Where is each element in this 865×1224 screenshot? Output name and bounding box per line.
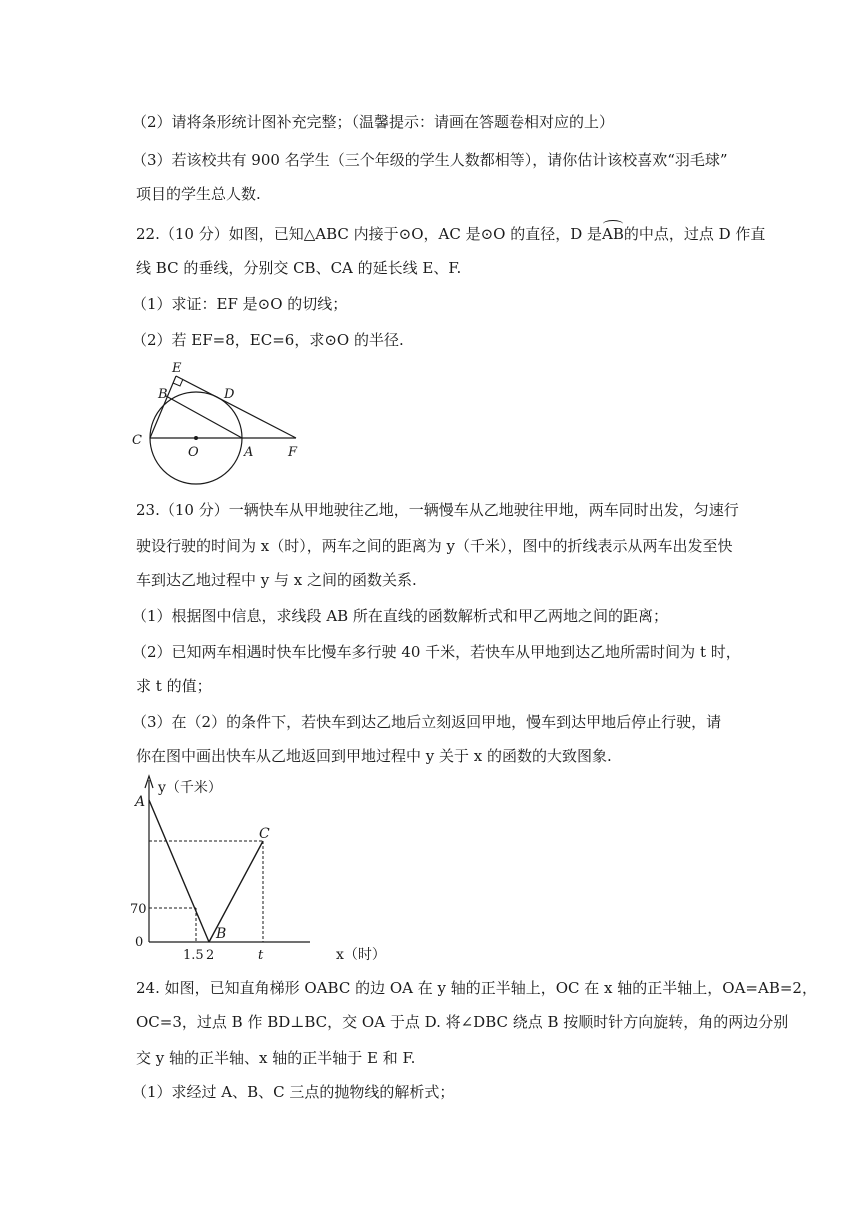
label-e: E [172,361,182,376]
origin-label: 0 [135,935,144,950]
point-a-label: A [135,794,146,810]
q22-geometry-figure [126,358,316,490]
q23-part2-line2: 求 t 的值； [136,677,212,695]
q21-part3-line2: 项目的学生总人数. [136,185,261,203]
q23-part3-line1: （3）在（2）的条件下，若快车到达乙地后立刻返回甲地，慢车到达甲地后停止行驶，请 [132,713,722,731]
q23-part2-line1: （2）已知两车相遇时快车比慢车多行驶 40 千米，若快车从甲地到达乙地所需时间为 t 时， [132,643,741,661]
segment-ab [149,800,209,942]
point-c-label: C [259,826,270,842]
q23-part3-line2: 你在图中画出快车从乙地返回到甲地过程中 y 关于 x 的函数的大致图象. [136,747,612,765]
q23-line3: 车到达乙地过程中 y 与 x 之间的函数关系. [136,571,417,589]
q22-line1-a: 22.（10 分）如图，已知△ABC 内接于⊙O，AC 是⊙O 的直径，D 是 [136,225,602,243]
y-axis-label: y（千米） [158,780,222,796]
label-o: O [188,445,199,460]
q23-distance-time-graph [126,770,396,970]
q21-part2: （2）请将条形统计图补充完整；（温馨提示：请画在答题卷相对应的上） [132,113,615,131]
q22-line1-b: 的中点，过点 D 作直 [623,225,766,243]
q24-part1: （1）求经过 A、B、C 三点的抛物线的解析式； [132,1083,455,1101]
y-tick-70: 70 [130,902,147,917]
q23-line2: 驶设行驶的时间为 x（时），两车之间的距离为 y（千米），图中的折线表示从两车出发至快 [136,537,733,555]
q22-part2: （2）若 EF=8，EC=6，求⊙O 的半径. [132,331,404,349]
center-dot-o [194,436,198,440]
label-d: D [224,387,235,402]
q24-line2: OC=3，过点 B 作 BD⊥BC，交 OA 于点 D. 将∠DBC 绕点 B 按顺时针方向旋转，角的两边分别 [136,1013,789,1031]
q23-line1: 23.（10 分）一辆快车从甲地驶往乙地，一辆慢车从乙地驶往甲地，两车同时出发，匀速行 [136,501,739,519]
point-b-label: B [216,926,227,942]
label-f: F [288,445,298,460]
q21-part3-line1: （3）若该校共有 900 名学生（三个年级的学生人数都相等），请你估计该校喜欢“羽毛球” [132,151,728,169]
q23-part1: （1）根据图中信息，求线段 AB 所在直线的函数解析式和甲乙两地之间的距离； [132,607,668,625]
q22-line1 [136,224,765,244]
q22-line2: 线 BC 的垂线，分别交 CB、CA 的延长线 E、F. [136,259,462,277]
q22-part1: （1）求证：EF 是⊙O 的切线； [132,295,348,313]
label-b: B [158,387,168,402]
x-axis-label: x（时） [336,947,386,963]
arc-ab-symbol: AB [602,225,624,243]
label-c: C [132,433,142,448]
label-a: A [244,445,254,460]
line-ef [176,376,296,438]
x-tick-1-5: 1.5 [183,948,204,963]
line-ba [166,396,242,438]
line-ce [150,376,176,438]
q24-line3: 交 y 轴的正半轴、x 轴的正半轴于 E 和 F. [136,1049,416,1067]
q24-line1: 24. 如图，已知直角梯形 OABC 的边 OA 在 y 轴的正半轴上，OC 在 x 轴的正半轴上，OA=AB=2， [136,979,817,997]
x-tick-t: t [258,948,264,963]
x-tick-2: 2 [206,948,215,963]
